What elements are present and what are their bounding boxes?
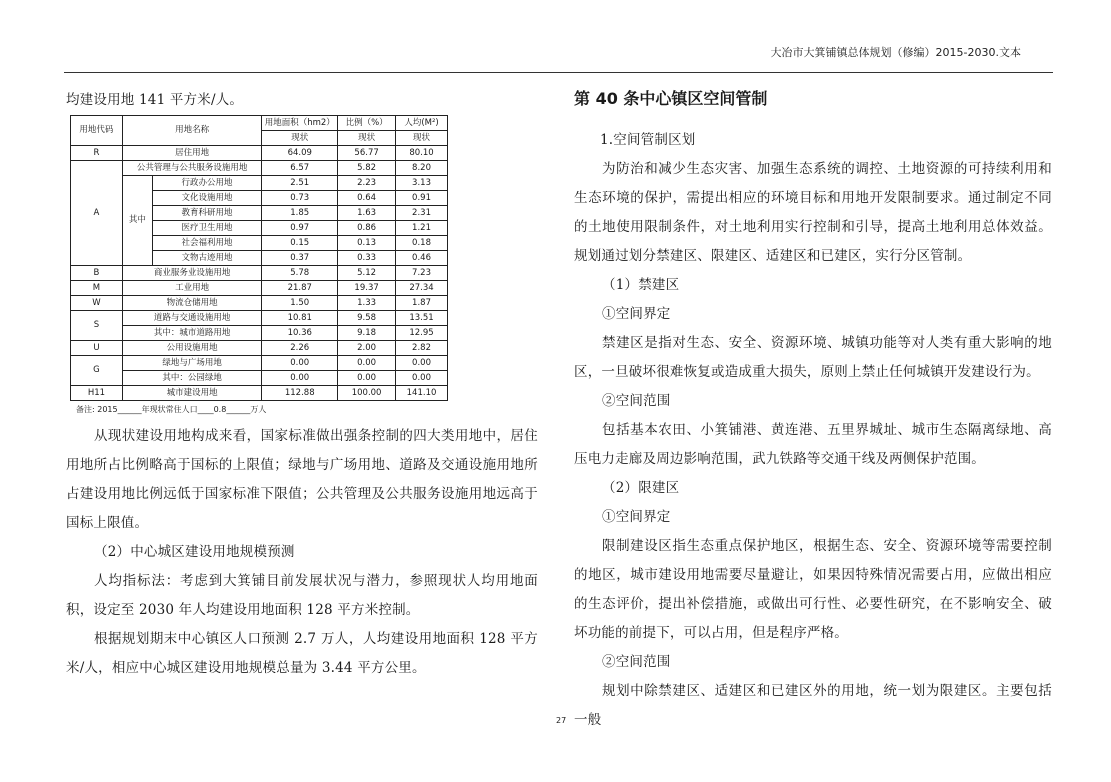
cell-ratio: 19.37 — [338, 281, 396, 296]
cell-per: 2.31 — [396, 206, 448, 221]
cell-code: S — [71, 311, 123, 341]
cell-ratio: 0.00 — [338, 371, 396, 386]
cell-name: 其中：城市道路用地 — [122, 326, 261, 341]
table-row — [71, 386, 448, 401]
table-row — [71, 326, 448, 341]
cell-area: 0.37 — [262, 251, 338, 266]
subsection-heading: 1.空间管制区划 — [600, 132, 696, 148]
cell-per: 1.21 — [396, 221, 448, 236]
table-row — [71, 161, 448, 176]
cell-code: U — [71, 341, 123, 356]
cell-area: 0.73 — [262, 191, 338, 206]
cell-name: 文物古迹用地 — [152, 251, 262, 266]
cell-area: 10.36 — [262, 326, 338, 341]
cell-ratio: 5.82 — [338, 161, 396, 176]
table-row — [71, 311, 448, 326]
cell-area: 1.85 — [262, 206, 338, 221]
paragraph: （2）中心城区建设用地规模预测 — [94, 544, 295, 560]
paragraph: 人均指标法：考虑到大箕铺目前发展状况与潜力，参照现状人均用地面积，设定至 2030 年人均建设用地面积 128 平方米控制。 — [66, 573, 538, 618]
cell-per: 0.91 — [396, 191, 448, 206]
header-ratio: 比例（%） — [338, 116, 396, 131]
paragraph: （2）限建区 — [602, 480, 680, 496]
paragraph: 根据规划期末中心镇区人口预测 2.7 万人，人均建设用地面积 128 平方米/人，相应中心城区建设用地规模总量为 3.44 平方公里。 — [66, 631, 538, 676]
cell-per: 7.23 — [396, 266, 448, 281]
cell-code: M — [71, 281, 123, 296]
paragraph: ①空间界定 — [602, 509, 671, 525]
cell-name: 居住用地 — [122, 146, 261, 161]
cell-area: 2.51 — [262, 176, 338, 191]
page-number: 27 — [556, 716, 567, 725]
cell-name: 工业用地 — [122, 281, 261, 296]
cell-ratio: 2.23 — [338, 176, 396, 191]
cell-name: 行政办公用地 — [152, 176, 262, 191]
cell-ratio: 1.63 — [338, 206, 396, 221]
cell-ratio: 0.00 — [338, 356, 396, 371]
table-row — [71, 146, 448, 161]
table-row — [71, 341, 448, 356]
cell-ratio: 56.77 — [338, 146, 396, 161]
paragraph: ②空间范围 — [602, 654, 671, 670]
cell-code: G — [71, 356, 123, 386]
cell-code: A — [71, 161, 123, 266]
cell-area: 1.50 — [262, 296, 338, 311]
cell-area: 6.57 — [262, 161, 338, 176]
cell-code: W — [71, 296, 123, 311]
cell-code: R — [71, 146, 123, 161]
cell-per: 0.00 — [396, 356, 448, 371]
cell-name: 其中：公园绿地 — [122, 371, 261, 386]
header-name: 用地名称 — [122, 116, 261, 146]
cell-area: 0.00 — [262, 371, 338, 386]
paragraph: 从现状建设用地构成来看，国家标准做出强条控制的四大类用地中，居住用地所占比例略高于国标的上限值；绿地与广场用地、道路及交通设施用地所占建设用地比例远低于国家标准下限值；公共管理及公共服务设施用地远高于国标上限值。 — [66, 428, 538, 531]
cell-per: 3.13 — [396, 176, 448, 191]
header-now: 现状 — [262, 131, 338, 146]
cell-area: 0.15 — [262, 236, 338, 251]
cell-name: 医疗卫生用地 — [152, 221, 262, 236]
paragraph: （1）禁建区 — [602, 277, 680, 293]
cell-per: 8.20 — [396, 161, 448, 176]
header-per: 人均(M²) — [396, 116, 448, 131]
left-column — [66, 86, 538, 683]
section-heading: 第 40 条中心镇区空间管制 — [574, 89, 768, 108]
table-row — [71, 296, 448, 311]
cell-area: 0.00 — [262, 356, 338, 371]
paragraph: 规划中除禁建区、适建区和已建区外的用地，统一划为限建区。主要包括一般 — [574, 683, 1052, 728]
table-row — [71, 266, 448, 281]
cell-area: 64.09 — [262, 146, 338, 161]
cell-area: 2.26 — [262, 341, 338, 356]
cell-ratio: 0.13 — [338, 236, 396, 251]
cell-ratio: 0.86 — [338, 221, 396, 236]
cell-name: 物流仓储用地 — [122, 296, 261, 311]
cell-per: 0.00 — [396, 371, 448, 386]
cell-name: 教育科研用地 — [152, 206, 262, 221]
cell-code: B — [71, 266, 123, 281]
cell-per: 2.82 — [396, 341, 448, 356]
header-now: 现状 — [396, 131, 448, 146]
cell-name: 社会福利用地 — [152, 236, 262, 251]
cell-ratio: 9.18 — [338, 326, 396, 341]
header-rule — [64, 72, 1053, 73]
cell-per: 141.10 — [396, 386, 448, 401]
header-code: 用地代码 — [71, 116, 123, 146]
cell-ratio: 5.12 — [338, 266, 396, 281]
cell-area: 10.81 — [262, 311, 338, 326]
cell-name: 城市建设用地 — [122, 386, 261, 401]
table-header-row — [71, 116, 448, 131]
header-now: 现状 — [338, 131, 396, 146]
cell-area: 112.88 — [262, 386, 338, 401]
header-title: 大冶市大箕铺镇总体规划（修编）2015-2030.文本 — [770, 46, 1021, 59]
paragraph: 包括基本农田、小箕铺港、黄连港、五里界城址、城市生态隔离绿地、高压电力走廊及周边影响范围，武九铁路等交通干线及两侧保护范围。 — [574, 422, 1052, 467]
paragraph: 禁建区是指对生态、安全、资源环境、城镇功能等对人类有重大影响的地区，一旦破坏很难恢复或造成重大损失，原则上禁止任何城镇开发建设行为。 — [574, 335, 1052, 380]
cell-name: 商业服务业设施用地 — [122, 266, 261, 281]
cell-subgroup: 其中 — [122, 176, 152, 266]
paragraph: ②空间范围 — [602, 393, 671, 409]
table-row — [71, 356, 448, 371]
cell-per: 12.95 — [396, 326, 448, 341]
table-row — [71, 371, 448, 386]
intro-line: 均建设用地 141 平方米/人。 — [66, 92, 244, 108]
table-note: 备注: 2015______年现状常住人口____0.8______万人 — [76, 405, 267, 414]
cell-area: 21.87 — [262, 281, 338, 296]
cell-per: 1.87 — [396, 296, 448, 311]
cell-area: 5.78 — [262, 266, 338, 281]
cell-ratio: 1.33 — [338, 296, 396, 311]
cell-ratio: 2.00 — [338, 341, 396, 356]
cell-per: 0.46 — [396, 251, 448, 266]
right-column — [574, 86, 1052, 735]
header-area: 用地面积（hm2） — [262, 116, 338, 131]
paragraph: 限制建设区指生态重点保护地区，根据生态、安全、资源环境等需要控制的地区，城市建设用地需要尽量避让，如果因特殊情况需要占用，应做出相应的生态评价，提出补偿措施，或做出可行性、必要性研究，在不影响安全、破坏功能的前提下，可以占用，但是程序严格。 — [574, 538, 1052, 641]
cell-per: 27.34 — [396, 281, 448, 296]
cell-area: 0.97 — [262, 221, 338, 236]
cell-ratio: 100.00 — [338, 386, 396, 401]
cell-ratio: 0.33 — [338, 251, 396, 266]
cell-name: 文化设施用地 — [152, 191, 262, 206]
cell-name: 绿地与广场用地 — [122, 356, 261, 371]
cell-code: H11 — [71, 386, 123, 401]
land-use-table — [70, 115, 448, 401]
table-row — [71, 176, 448, 191]
cell-name: 公用设施用地 — [122, 341, 261, 356]
cell-name: 公共管理与公共服务设施用地 — [122, 161, 261, 176]
paragraph: ①空间界定 — [602, 306, 671, 322]
cell-per: 80.10 — [396, 146, 448, 161]
cell-per: 0.18 — [396, 236, 448, 251]
paragraph: 为防治和减少生态灾害、加强生态系统的调控、土地资源的可持续利用和生态环境的保护，需提出相应的环境目标和用地开发限制要求。通过制定不同的土地使用限制条件，对土地利用实行控制和引导，提高土地利用总体效益。规划通过划分禁建区、限建区、适建区和已建区，实行分区管制。 — [574, 161, 1052, 264]
cell-ratio: 0.64 — [338, 191, 396, 206]
cell-per: 13.51 — [396, 311, 448, 326]
table-row — [71, 281, 448, 296]
cell-ratio: 9.58 — [338, 311, 396, 326]
cell-name: 道路与交通设施用地 — [122, 311, 261, 326]
